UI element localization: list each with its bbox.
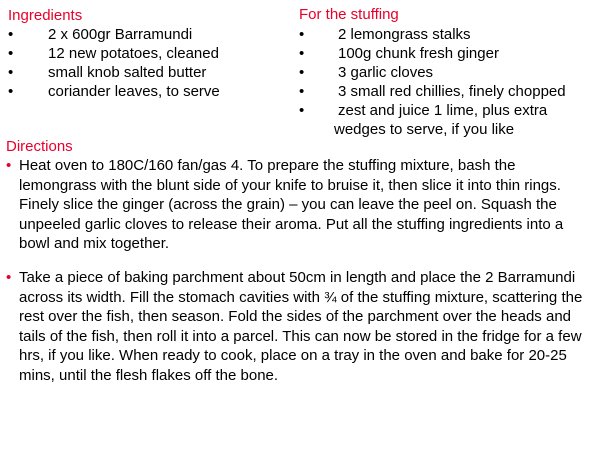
direction-step <box>5 156 595 254</box>
bullet-icon: • <box>299 64 305 81</box>
list-item: • 100g chunk fresh ginger <box>299 45 499 62</box>
list-item: • zest and juice 1 lime, plus extra wedges to serve, if you like <box>299 102 548 138</box>
direction-step <box>5 268 595 386</box>
bullet-icon: • <box>8 45 14 62</box>
list-item: • coriander leaves, to serve <box>8 83 220 100</box>
bullet-icon: • <box>6 157 12 174</box>
direction-step-text: Take a piece of baking parchment about 50cm in length and place the 2 Barramundi across its width. Fill the stomach cavities with ¾ of the stuffing mixture, scattering the rest over the fish, then season. Fold the sides of the parchment over the heads and tails of the fish, then roll it into a parcel. This can now be stored in the fridge for a few hrs, if you like. When ready to cook, place on a tray in the oven and bake for 20-25 mins, until the flesh flakes off the bone. <box>19 269 583 384</box>
list-item: • 2 lemongrass stalks <box>299 26 471 43</box>
ingredients-list <box>8 25 293 101</box>
bullet-icon: • <box>6 269 12 286</box>
direction-step-text: Heat oven to 180C/160 fan/gas 4. To prepare the stuffing mixture, bash the lemongrass with the blunt side of your knife to bruise it, then slice it into thin rings. Finely slice the ginger (across the grain) – you can leave the peel on. Squash the unpeeled garlic cloves to release their aroma. Put all the stuffing ingredients into a bowl and mix together. <box>19 157 564 253</box>
list-item: • 3 garlic cloves <box>299 64 434 81</box>
bullet-icon: • <box>8 83 14 100</box>
list-item: • 12 new potatoes, cleaned <box>8 45 219 62</box>
ingredients-heading: Ingredients <box>8 7 83 24</box>
bullet-icon: • <box>299 45 305 62</box>
bullet-icon: • <box>299 83 305 100</box>
stuffing-heading: For the stuffing <box>299 6 399 23</box>
list-item: • 2 x 600gr Barramundi <box>8 26 193 43</box>
stuffing-list <box>299 25 599 139</box>
list-item: • small knob salted butter <box>8 64 207 81</box>
directions-heading: Directions <box>6 138 73 155</box>
bullet-icon: • <box>8 64 14 81</box>
bullet-icon: • <box>8 26 14 43</box>
list-item: • 3 small red chillies, finely chopped <box>299 83 566 100</box>
bullet-icon: • <box>299 26 305 43</box>
bullet-icon: • <box>299 102 305 119</box>
